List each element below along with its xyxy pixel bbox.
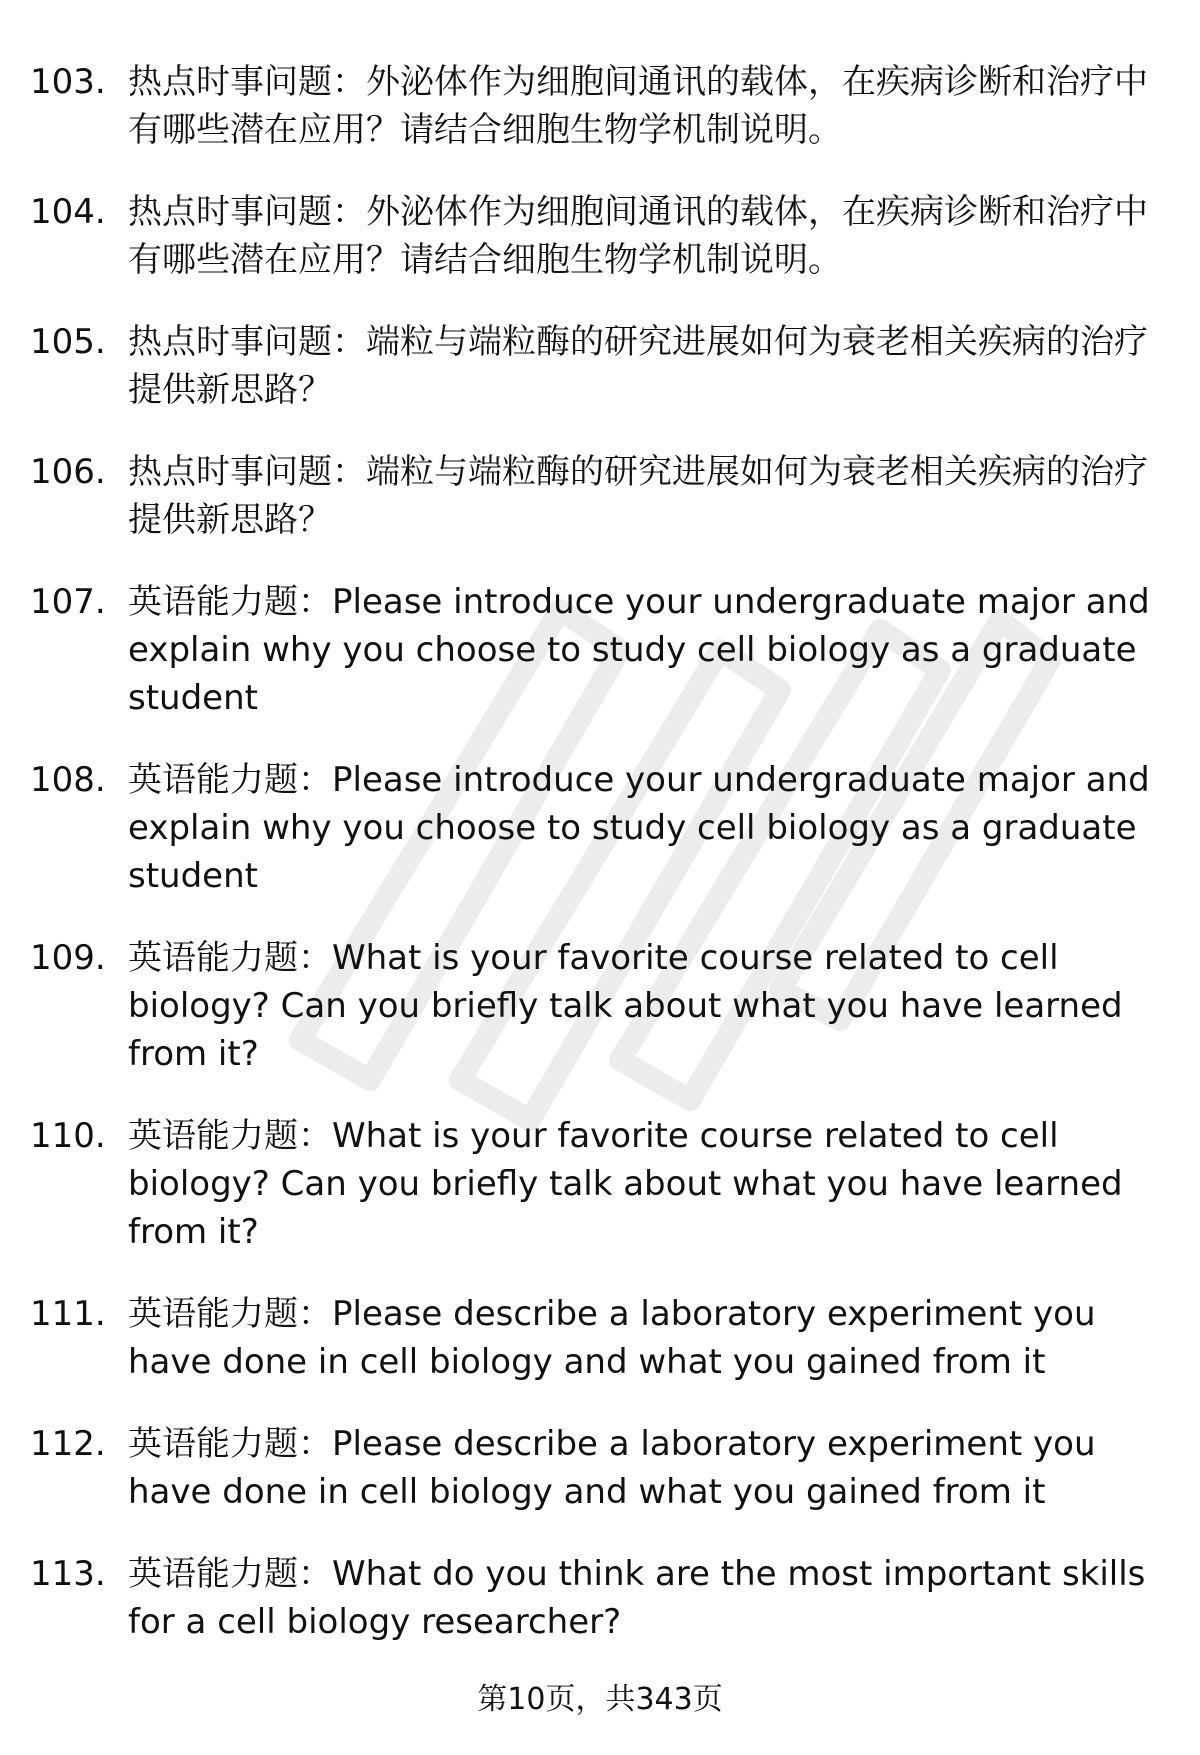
question-item	[30, 188, 1150, 284]
question-category: 热点时事问题：	[128, 322, 366, 362]
question-body	[128, 318, 1150, 414]
question-item	[30, 58, 1150, 154]
question-text: What is your favorite course related to cell biology? Can you briefly talk about what you have learned from it?	[128, 938, 1123, 1074]
question-text: Please describe a laboratory experiment you have done in cell biology and what you gained from it	[128, 1424, 1096, 1512]
question-item	[30, 1550, 1150, 1646]
question-item	[30, 578, 1150, 722]
question-body	[128, 578, 1150, 722]
question-item	[30, 448, 1150, 544]
question-body	[128, 58, 1150, 154]
question-number: 113.	[30, 1554, 106, 1594]
question-number: 105.	[30, 322, 106, 362]
question-body	[128, 1112, 1150, 1256]
question-text: Please introduce your undergraduate major and explain why you choose to study cell biology as a graduate student	[128, 760, 1150, 896]
question-text: 端粒与端粒酶的研究进展如何为衰老相关疾病的治疗提供新思路？	[128, 452, 1148, 540]
question-body	[128, 448, 1150, 544]
question-text: 外泌体作为细胞间通讯的载体，在疾病诊断和治疗中有哪些潜在应用？请结合细胞生物学机制说明。	[128, 62, 1148, 150]
question-category: 英语能力题：	[128, 582, 332, 622]
question-body	[128, 934, 1150, 1078]
question-item	[30, 1290, 1150, 1386]
question-body	[128, 1550, 1150, 1646]
question-item	[30, 934, 1150, 1078]
question-number: 110.	[30, 1116, 106, 1156]
question-category: 热点时事问题：	[128, 452, 366, 492]
question-number: 107.	[30, 582, 106, 622]
question-body	[128, 1290, 1150, 1386]
question-number: 111.	[30, 1294, 106, 1334]
question-text: 外泌体作为细胞间通讯的载体，在疾病诊断和治疗中有哪些潜在应用？请结合细胞生物学机制说明。	[128, 192, 1148, 280]
question-category: 热点时事问题：	[128, 192, 366, 232]
question-item	[30, 1420, 1150, 1516]
question-category: 英语能力题：	[128, 1554, 332, 1594]
question-category: 英语能力题：	[128, 1294, 332, 1334]
question-number: 108.	[30, 760, 106, 800]
question-text: Please introduce your undergraduate major and explain why you choose to study cell biology as a graduate student	[128, 582, 1150, 718]
question-body	[128, 188, 1150, 284]
page-footer: 第10页，共343页	[477, 1682, 723, 1717]
question-item	[30, 1112, 1150, 1256]
question-body	[128, 1420, 1150, 1516]
question-category: 英语能力题：	[128, 938, 332, 978]
question-body	[128, 756, 1150, 900]
question-number: 106.	[30, 452, 106, 492]
question-text: Please describe a laboratory experiment you have done in cell biology and what you gained from it	[128, 1294, 1096, 1382]
question-number: 112.	[30, 1424, 106, 1464]
question-category: 英语能力题：	[128, 1424, 332, 1464]
question-text: 端粒与端粒酶的研究进展如何为衰老相关疾病的治疗提供新思路？	[128, 322, 1148, 410]
question-category: 热点时事问题：	[128, 62, 366, 102]
question-text: What is your favorite course related to cell biology? Can you briefly talk about what you have learned from it?	[128, 1116, 1123, 1252]
question-number: 104.	[30, 192, 106, 232]
question-item	[30, 318, 1150, 414]
question-text: What do you think are the most important skills for a cell biology researcher?	[128, 1554, 1146, 1642]
question-number: 109.	[30, 938, 106, 978]
question-list	[30, 58, 1150, 1680]
question-category: 英语能力题：	[128, 760, 332, 800]
question-category: 英语能力题：	[128, 1116, 332, 1156]
question-item	[30, 756, 1150, 900]
question-number: 103.	[30, 62, 106, 102]
